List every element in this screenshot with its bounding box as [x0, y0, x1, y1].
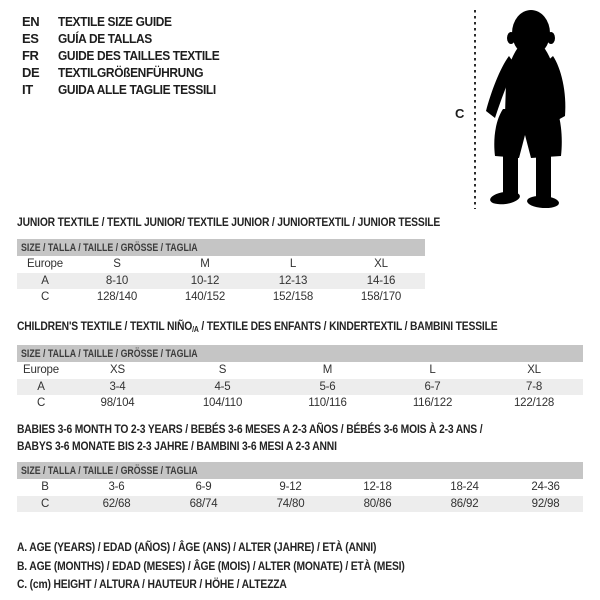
table-cell: 68/74 — [160, 496, 247, 513]
table-cell: 6-7 — [380, 379, 485, 396]
lang-row-it — [22, 81, 233, 98]
table-cell: M — [322, 364, 333, 377]
table-cell: 3-6 — [108, 481, 125, 494]
lang-title: TEXTILGRÖßENFÜHRUNG — [58, 65, 204, 80]
table-cell: 152/158 — [272, 291, 314, 304]
junior-section-title: JUNIOR TEXTILE / TEXTIL JUNIOR/ TEXTILE JUNIOR / JUNIORTEXTIL / JUNIOR TESSILE — [17, 215, 441, 229]
table-row-b — [17, 479, 583, 496]
row-label: C — [17, 496, 73, 513]
table-row-c — [17, 289, 425, 306]
table-cell: 122/128 — [513, 397, 555, 410]
table-row-c — [17, 496, 583, 513]
lang-row-es — [22, 30, 233, 47]
table-row-europe — [17, 362, 583, 379]
size-header-bar — [17, 345, 583, 362]
size-header-label: SIZE / TALLA / TAILLE / GRÖSSE / TAGLIA — [21, 241, 198, 254]
table-cell: 116/122 — [412, 397, 453, 410]
footnote-c: C. (cm) HEIGHT / ALTURA / HAUTEUR / HÖHE / ALTEZZA — [17, 577, 287, 591]
lang-row-fr — [22, 47, 233, 64]
table-cell: 6-9 — [195, 481, 212, 494]
table-cell: 140/152 — [184, 291, 226, 304]
table-row-c — [17, 395, 583, 412]
height-marker-label: C — [455, 106, 465, 121]
row-label: B — [41, 481, 49, 494]
children-size-table — [17, 345, 583, 412]
legend-footnotes — [17, 538, 468, 594]
size-header-label: SIZE / TALLA / TAILLE / GRÖSSE / TAGLIA — [21, 347, 198, 360]
lang-title: TEXTILE SIZE GUIDE — [58, 14, 172, 29]
title-text: / TEXTILE DES ENFANTS / KINDERTEXTIL / BAMBINI TESSILE — [198, 319, 498, 333]
table-cell: M — [200, 258, 210, 271]
table-cell: 10-12 — [161, 273, 249, 290]
table-cell: 104/110 — [202, 397, 243, 410]
row-label: C — [40, 291, 50, 304]
table-cell: 4-5 — [170, 379, 275, 396]
row-label: Europe — [23, 364, 59, 377]
table-cell: 9-12 — [279, 481, 302, 494]
lang-code: EN — [22, 14, 40, 29]
size-header-label: SIZE / TALLA / TAILLE / GRÖSSE / TAGLIA — [21, 464, 198, 477]
lang-code: DE — [22, 65, 40, 80]
babies-section-title-line1: BABIES 3-6 MONTH TO 2-3 YEARS / BEBÉS 3-6 MESES A 2-3 AÑOS / BÉBÉS 3-6 MOIS À 2-3 ANS / — [17, 422, 483, 436]
table-cell: 62/68 — [73, 496, 160, 513]
table-cell: 12-13 — [249, 273, 337, 290]
table-cell: 14-16 — [337, 273, 425, 290]
table-cell: 98/104 — [100, 397, 135, 410]
children-section-title — [17, 319, 497, 334]
lang-title: GUIDA ALLE TAGLIE TESSILI — [58, 82, 216, 97]
baby-silhouette-icon — [481, 8, 567, 208]
table-cell: 12-18 — [363, 481, 392, 494]
table-row-a — [17, 273, 425, 290]
lang-title: GUIDE DES TAILLES TEXTILE — [58, 48, 220, 63]
footnote-b: B. AGE (MONTHS) / EDAD (MESES) / ÂGE (MOIS) / ALTER (MONATE) / ETÀ (MESI) — [17, 558, 405, 573]
title-text: CHILDREN'S TEXTILE / TEXTIL NIÑO — [17, 319, 193, 333]
table-cell: 24-36 — [531, 481, 560, 494]
table-cell: XS — [110, 364, 125, 377]
title-subscript: /A — [192, 325, 199, 334]
table-cell: S — [113, 258, 121, 271]
table-cell: 92/98 — [508, 496, 583, 513]
table-cell: 7-8 — [485, 379, 583, 396]
lang-row-en — [22, 13, 233, 30]
table-row-a — [17, 379, 583, 396]
table-cell: L — [429, 364, 436, 377]
lang-title: GUÍA DE TALLAS — [58, 31, 152, 46]
table-cell: L — [289, 258, 297, 271]
lang-code: FR — [22, 48, 39, 63]
row-label: C — [36, 397, 46, 410]
lang-code: ES — [22, 31, 39, 46]
table-cell: 8-10 — [73, 273, 161, 290]
size-header-bar — [17, 239, 425, 256]
babies-size-table — [17, 462, 583, 512]
table-cell: 74/80 — [247, 496, 334, 513]
junior-size-table — [17, 239, 425, 306]
table-row-europe — [17, 256, 425, 273]
table-cell: 80/86 — [334, 496, 421, 513]
table-cell: 86/92 — [421, 496, 508, 513]
table-cell: 128/140 — [96, 291, 138, 304]
height-dotted-line — [474, 10, 476, 209]
language-title-list — [22, 13, 233, 98]
table-cell: 158/170 — [360, 291, 402, 304]
table-cell: XL — [374, 258, 388, 271]
table-cell: 110/116 — [308, 397, 347, 410]
row-label: Europe — [27, 258, 63, 271]
lang-code: IT — [22, 82, 33, 97]
row-label: A — [17, 273, 73, 290]
table-cell: S — [218, 364, 227, 377]
footnote-a: A. AGE (YEARS) / EDAD (AÑOS) / ÂGE (ANS) / ALTER (JAHRE) / ETÀ (ANNI) — [17, 540, 377, 554]
table-cell: 3-4 — [65, 379, 170, 396]
size-header-bar — [17, 462, 583, 479]
table-cell: 18-24 — [450, 481, 479, 494]
table-cell: 5-6 — [275, 379, 380, 396]
babies-section-title-line2: BABYS 3-6 MONATE BIS 2-3 JAHRE / BAMBINI 3-6 MESI A 2-3 ANNI — [17, 439, 337, 453]
row-label: A — [17, 379, 65, 396]
table-cell: XL — [527, 364, 541, 377]
lang-row-de — [22, 64, 233, 81]
